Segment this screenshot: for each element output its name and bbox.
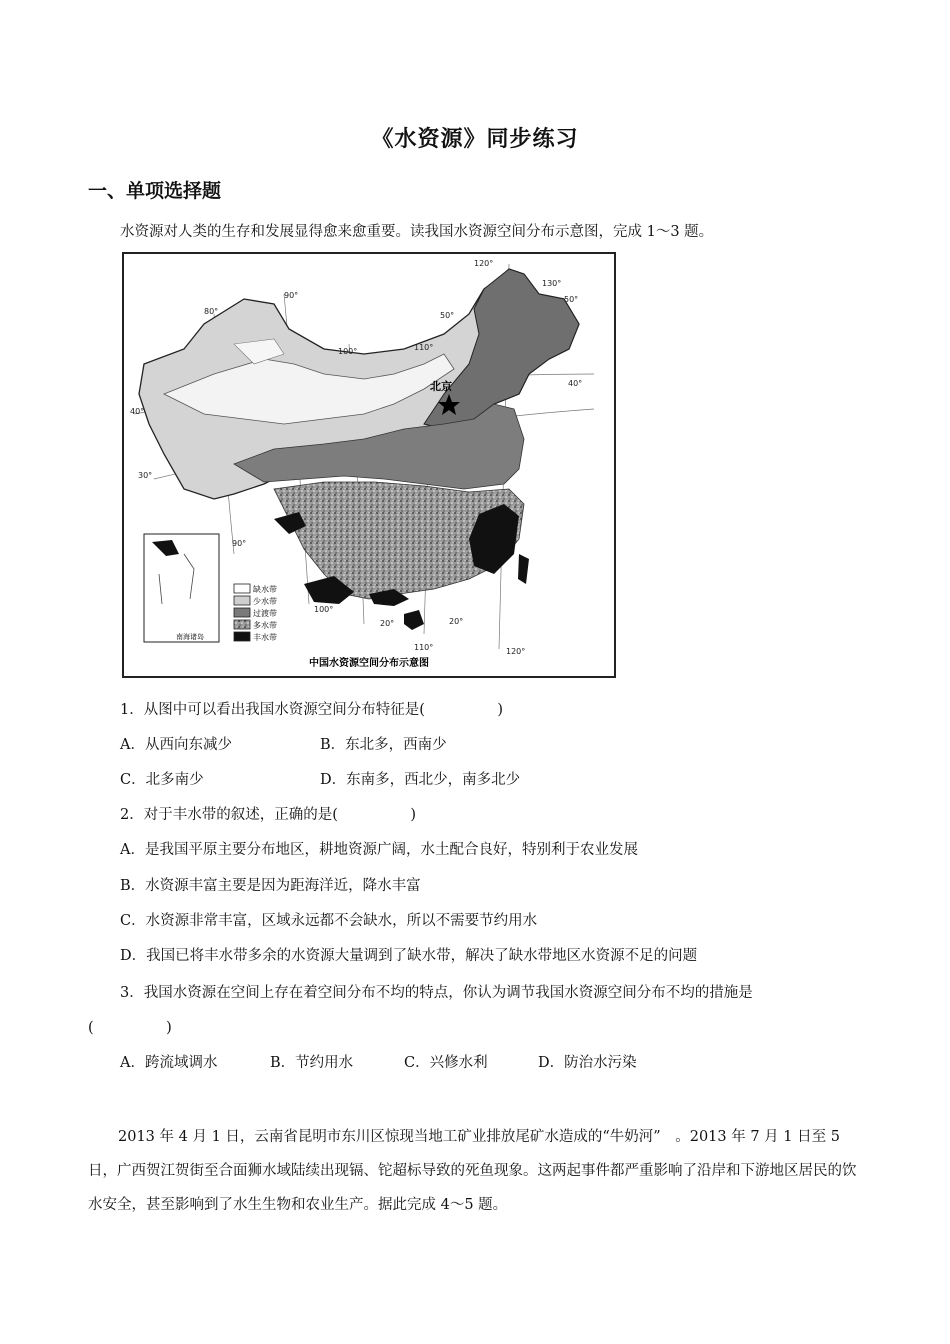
lon-label: 90° bbox=[284, 291, 299, 300]
map-caption: 中国水资源空间分布示意图 bbox=[309, 658, 429, 669]
inset-label: 南海诸岛 bbox=[176, 633, 204, 641]
legend-label: 丰水带 bbox=[253, 633, 277, 642]
q3-option-b: B．节约用水 bbox=[270, 1055, 354, 1071]
section-heading: 一、单项选择题 bbox=[88, 180, 222, 202]
water-resource-map bbox=[122, 252, 616, 678]
question-2-stem: 2．对于丰水带的叙述，正确的是( ) bbox=[120, 807, 417, 823]
lat-label: 40° bbox=[568, 379, 583, 388]
lon-label: 90° bbox=[232, 539, 247, 548]
lat-label: 50° bbox=[440, 311, 455, 320]
q1-option-a: A．从西向东减少 bbox=[120, 737, 232, 753]
q1-option-b: B．东北多，西南少 bbox=[320, 737, 447, 753]
q2-option-a: A．是我国平原主要分布地区，耕地资源广阔，水土配合良好，特别利于农业发展 bbox=[120, 842, 638, 858]
question-3-stem: 3．我国水资源在空间上存在着空间分布不均的特点，你认为调节我国水资源空间分布不均的措施是 bbox=[120, 985, 753, 1001]
q2-option-b: B．水资源丰富主要是因为距海洋近，降水丰富 bbox=[120, 878, 421, 894]
legend-label: 少水带 bbox=[253, 597, 277, 606]
question-1-stem: 1．从图中可以看出我国水资源空间分布特征是( ) bbox=[120, 702, 504, 718]
lon-label: 80° bbox=[204, 307, 219, 316]
legend-label: 过渡带 bbox=[253, 609, 277, 618]
page-title: 《水资源》同步练习 bbox=[371, 127, 579, 152]
q3-option-c: C．兴修水利 bbox=[404, 1055, 488, 1071]
q1-option-c: C．北多南少 bbox=[120, 772, 204, 788]
lat-label: 20° bbox=[449, 617, 464, 626]
south-sea-inset bbox=[144, 534, 219, 642]
legend-label: 缺水带 bbox=[253, 585, 277, 594]
q3-option-a: A．跨流域调水 bbox=[120, 1055, 218, 1071]
lat-label: 20° bbox=[380, 619, 395, 628]
lon-label: 100° bbox=[338, 347, 358, 356]
q2-option-d: D．我国已将丰水带多余的水资源大量调到了缺水带，解决了缺水带地区水资源不足的问题 bbox=[120, 948, 698, 964]
lon-label: 120° bbox=[506, 647, 526, 656]
lat-label: 40° bbox=[130, 407, 145, 416]
passage-text: 2013 年 4 月 1 日，云南省昆明市东川区惊现当地工矿业排放尾矿水造成的“牛奶河” 。2013 年 7 月 1 日至 5 日，广西贺江贺街至合面狮水域陆续出现镉、铊超标导致的死鱼现象。这两起事件都严重影响了沿岸和下游地区居民的饮水安全，甚至影响到了水生生物和农业生产。据此完成 4～5 题。 bbox=[88, 1129, 857, 1213]
lon-label: 120° bbox=[474, 259, 494, 268]
intro-text: 水资源对人类的生存和发展显得愈来愈重要。读我国水资源空间分布示意图，完成 1～3 题。 bbox=[120, 224, 714, 240]
lat-label: 50° bbox=[564, 295, 579, 304]
q2-option-c: C．水资源非常丰富，区域永远都不会缺水，所以不需要节约用水 bbox=[120, 913, 538, 929]
q1-option-d: D．东南多，西北少，南多北少 bbox=[320, 772, 521, 788]
map-legend bbox=[234, 584, 277, 642]
lat-label: 30° bbox=[138, 471, 153, 480]
lon-label: 110° bbox=[414, 343, 434, 352]
lon-label: 130° bbox=[542, 279, 562, 288]
legend-label: 多水带 bbox=[253, 621, 277, 630]
q3-option-d: D．防治水污染 bbox=[538, 1055, 637, 1071]
lon-label: 110° bbox=[414, 643, 434, 652]
question-3-stem-cont: ( ) bbox=[88, 1020, 172, 1036]
beijing-label: 北京 bbox=[430, 380, 452, 393]
lon-label: 100° bbox=[314, 605, 334, 614]
